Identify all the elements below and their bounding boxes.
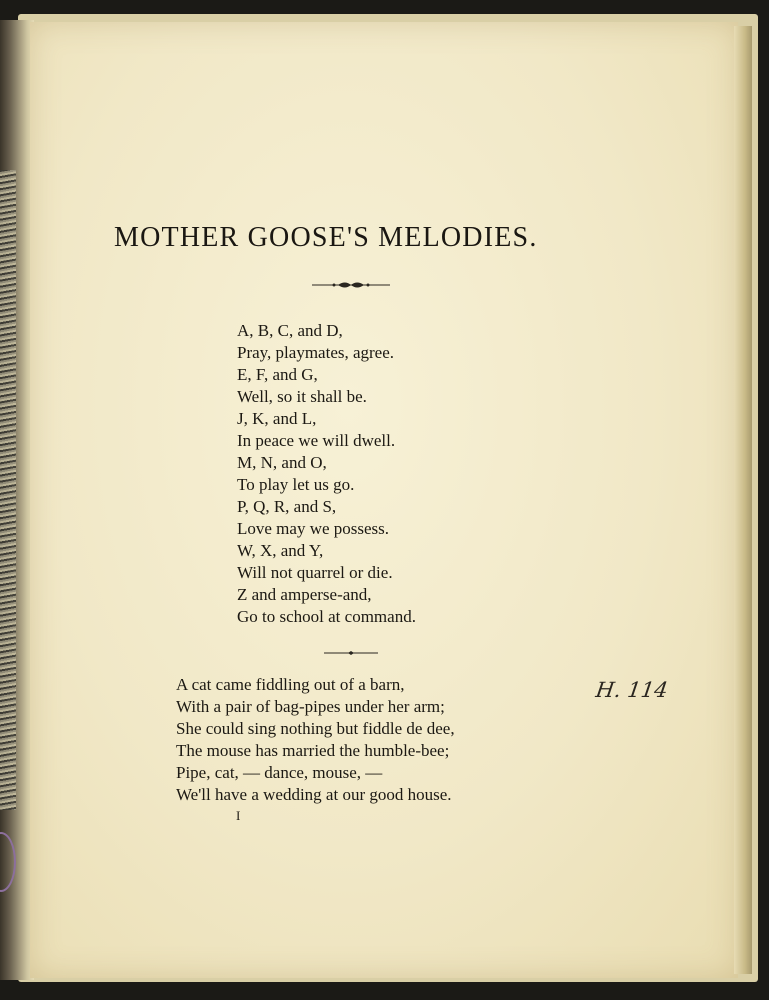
verse-line: A, B, C, and D, [237, 321, 343, 340]
page-right-edge [734, 26, 752, 974]
handwritten-shelfmark: H. 114 [594, 678, 670, 702]
verse-line: To play let us go. [237, 475, 355, 494]
verse-line: J, K, and L, [237, 409, 317, 428]
verse-line: Pray, playmates, agree. [237, 343, 395, 362]
verse-line: In peace we will dwell. [237, 431, 396, 450]
facing-page-engraving [0, 170, 16, 810]
verse-line: Go to school at command. [237, 607, 416, 626]
verse-line: Well, so it shall be. [237, 387, 367, 406]
verse-line: P, Q, R, and S, [237, 497, 337, 516]
page-number: I [236, 808, 241, 823]
book-page [30, 22, 738, 978]
verse-line: Will not quarrel or die. [237, 563, 393, 582]
verse-line: W, X, and Y, [237, 541, 324, 560]
verse-line: E, F, and G, [237, 365, 318, 384]
verse-line: The mouse has married the humble-bee; [176, 741, 450, 760]
verse-alphabet [237, 320, 537, 628]
title-ornament [312, 280, 390, 290]
verse-line: We'll have a wedding at our good house. [176, 785, 452, 804]
verse-line: A cat came fiddling out of a barn, [176, 675, 405, 694]
verse-line: Z and amperse-and, [237, 585, 372, 604]
section-divider [324, 650, 378, 656]
verse-line: M, N, and O, [237, 453, 327, 472]
verse-line: She could sing nothing but fiddle de dee, [176, 719, 455, 738]
verse-cat-fiddling [176, 674, 596, 806]
verse-line: With a pair of bag-pipes under her arm; [176, 697, 445, 716]
facing-page-edge [0, 20, 34, 980]
verse-line: Love may we possess. [237, 519, 390, 538]
library-stamp [0, 832, 16, 892]
verse-line: Pipe, cat, — dance, mouse, — [176, 763, 383, 782]
page-title: MOTHER GOOSE'S MELODIES. [114, 222, 538, 253]
